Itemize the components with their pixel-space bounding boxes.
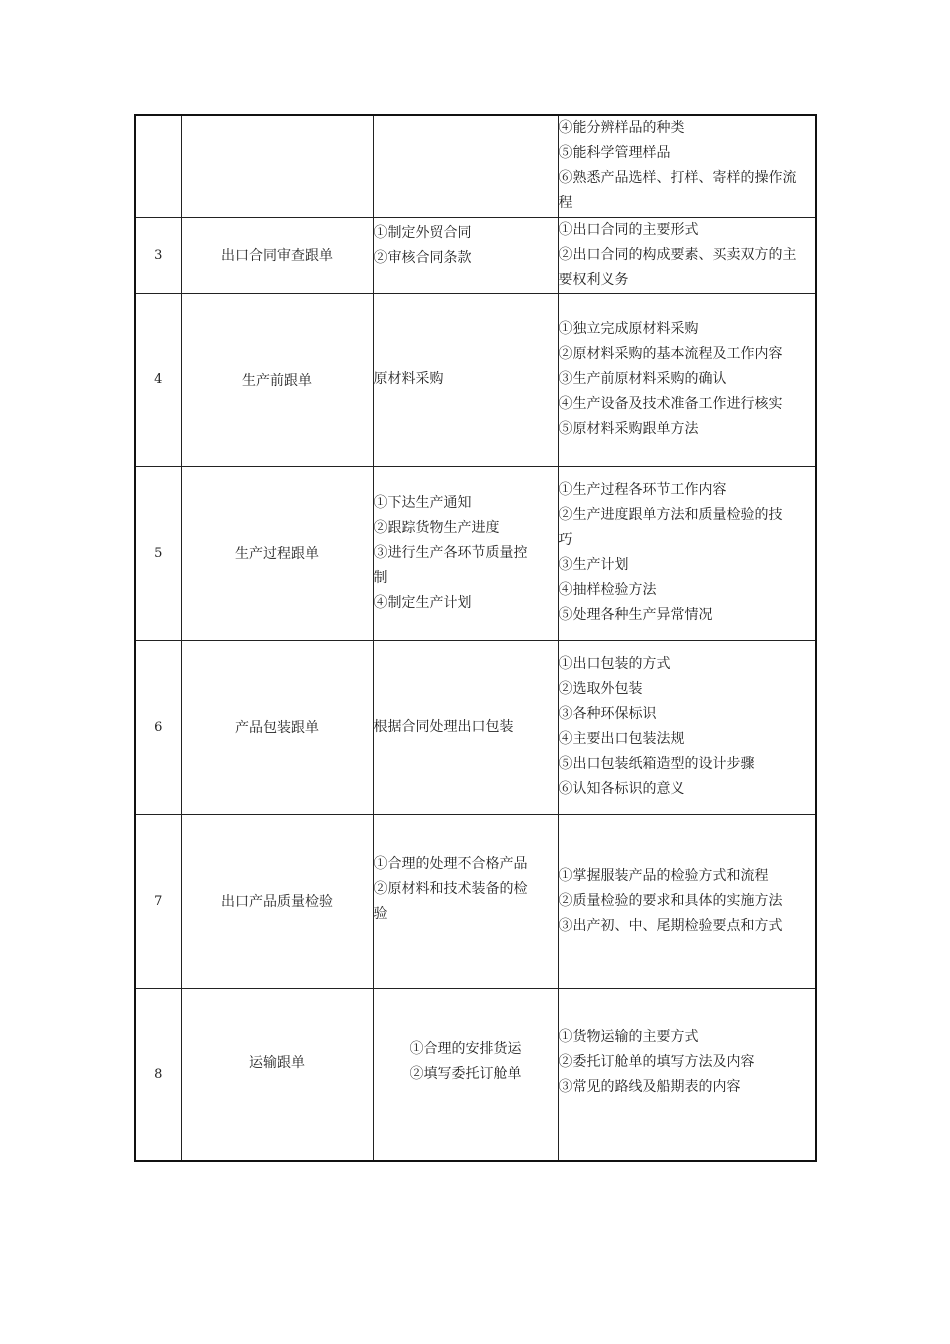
task-line: ②跟踪货物生产进度 [373,519,500,536]
knowledge-line: 程 [558,195,573,212]
task-cell [373,115,558,217]
knowledge-line: ②选取外包装 [558,681,643,697]
knowledge-cell [558,814,816,988]
task-line: ①合理的安排货运 [409,1041,522,1058]
knowledge-cell [558,640,816,814]
knowledge-cell [558,466,816,640]
task-cell [373,988,558,1161]
knowledge-line: ③常见的路线及船期表的内容 [558,1078,741,1095]
training-content-table [134,114,817,1162]
row-title: 出口合同审查跟单 [181,217,373,293]
knowledge-line: ②生产进度跟单方法和质量检验的技 [558,507,783,523]
knowledge-line: 巧 [558,532,573,548]
table-row [135,814,816,988]
knowledge-line: ④生产设备及技术准备工作进行核实 [558,396,783,412]
knowledge-line: ①生产过程各环节工作内容 [558,482,727,498]
knowledge-line: ⑥熟悉产品选样、打样、寄样的操作流 [558,170,797,187]
row-number: 4 [135,293,181,466]
knowledge-cell [558,217,816,293]
task-line: ②原材料和技术装备的检 [373,880,528,897]
table-row [135,640,816,814]
knowledge-cell [558,988,816,1161]
row-number: 6 [135,640,181,814]
knowledge-line: ②质量检验的要求和具体的实施方法 [558,892,783,909]
task-line: ③进行生产各环节质量控 [373,544,528,561]
row-title: 出口产品质量检验 [181,814,373,988]
knowledge-line: ③生产计划 [558,557,629,573]
task-cell [373,814,558,988]
knowledge-line: ②委托订舱单的填写方法及内容 [558,1053,755,1070]
knowledge-line: 要权利义务 [558,271,629,288]
knowledge-line: ①货物运输的主要方式 [558,1028,699,1045]
knowledge-line: ②原材料采购的基本流程及工作内容 [558,346,783,362]
task-line: 制 [373,569,388,586]
row-number: 7 [135,814,181,988]
task-cell [373,466,558,640]
task-cell [373,217,558,293]
row-number: 3 [135,217,181,293]
task-line: ①合理的处理不合格产品 [373,855,528,872]
task-line: ②审核合同条款 [373,249,472,266]
knowledge-line: ①出口包装的方式 [558,656,671,672]
row-number [135,115,181,217]
task-cell [373,640,558,814]
row-number: 8 [135,988,181,1161]
row-title [181,115,373,217]
knowledge-line: ②出口合同的构成要素、买卖双方的主 [558,246,797,263]
row-title: 运输跟单 [181,988,373,1161]
knowledge-line: ④主要出口包装法规 [558,731,685,747]
row-title: 生产前跟单 [181,293,373,466]
task-line: 根据合同处理出口包装 [373,718,514,735]
knowledge-line: ⑤处理各种生产异常情况 [558,607,713,623]
knowledge-line: ③各种环保标识 [558,706,657,722]
task-line: ④制定生产计划 [373,594,472,611]
table-row [135,217,816,293]
knowledge-line: ④抽样检验方法 [558,582,657,598]
knowledge-line: ⑤出口包装纸箱造型的设计步骤 [558,756,755,772]
knowledge-line: ①独立完成原材料采购 [558,321,699,337]
knowledge-line: ⑥认知各标识的意义 [558,781,685,797]
table-row [135,988,816,1161]
table-row [135,115,816,217]
knowledge-line: ③生产前原材料采购的确认 [558,371,727,387]
knowledge-line: ④能分辨样品的种类 [558,120,685,137]
task-line: ①制定外贸合同 [373,224,472,241]
row-title: 生产过程跟单 [181,466,373,640]
knowledge-line: ①出口合同的主要形式 [558,221,699,238]
knowledge-line: ⑤能科学管理样品 [558,145,671,162]
knowledge-line: ③出产初、中、尾期检验要点和方式 [558,917,783,934]
knowledge-line: ⑤原材料采购跟单方法 [558,421,699,437]
row-number: 5 [135,466,181,640]
knowledge-cell [558,115,816,217]
task-cell [373,293,558,466]
task-line: 验 [373,905,388,922]
table-row [135,293,816,466]
row-title: 产品包装跟单 [181,640,373,814]
knowledge-cell [558,293,816,466]
task-line: ①下达生产通知 [373,494,472,511]
task-line: ②填写委托订舱单 [409,1066,522,1083]
task-line: 原材料采购 [373,371,444,387]
knowledge-line: ①掌握服装产品的检验方式和流程 [558,867,769,884]
table-row [135,466,816,640]
